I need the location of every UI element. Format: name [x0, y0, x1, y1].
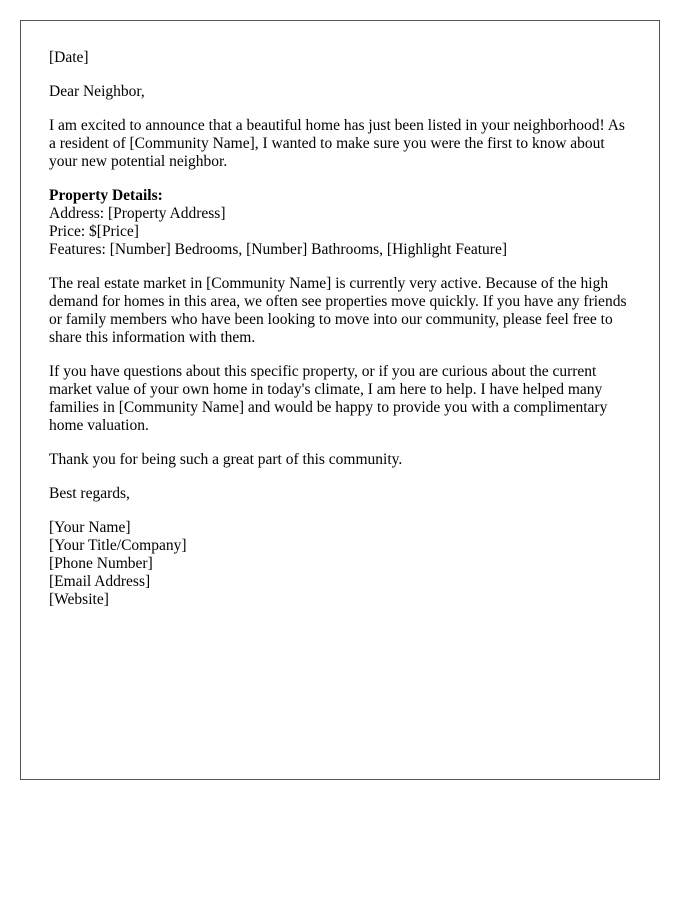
letter-intro-paragraph: I am excited to announce that a beautiful home has just been listed in your neighborhood! As a resident of [Community Name], I wanted to make sure you were the first to know about your new potential neighbor.: [49, 117, 625, 170]
questions-paragraph: If you have questions about this specific property, or if you are curious about the current market value of your own home in today's climate, I am here to help. I have helped many families in [Community Name] and would be happy to provide you with a complimentary home valuation.: [49, 363, 608, 434]
letter-salutation: Dear Neighbor,: [49, 83, 145, 100]
signature-name: [Your Name]: [49, 519, 131, 536]
signature-website: [Website]: [49, 591, 109, 608]
signature-block: [49, 519, 631, 609]
property-features: Features: [Number] Bedrooms, [Number] Bathrooms, [Highlight Feature]: [49, 241, 508, 258]
letter-page: [20, 20, 660, 780]
signature-title: [Your Title/Company]: [49, 537, 187, 554]
signature-phone: [Phone Number]: [49, 555, 153, 572]
property-address: Address: [Property Address]: [49, 205, 226, 222]
property-details-block: [49, 187, 631, 259]
signature-email: [Email Address]: [49, 573, 151, 590]
letter-date: [Date]: [49, 49, 89, 66]
property-price: Price: $[Price]: [49, 223, 139, 240]
closing-line: Best regards,: [49, 485, 130, 502]
thanks-paragraph: Thank you for being such a great part of this community.: [49, 451, 403, 468]
property-details-heading: Property Details:: [49, 187, 163, 204]
market-paragraph: The real estate market in [Community Name] is currently very active. Because of the high demand for homes in this area, we often see properties move quickly. If you have any friends or family members who have been looking to move into our community, please feel free to share this information with them.: [49, 275, 627, 346]
